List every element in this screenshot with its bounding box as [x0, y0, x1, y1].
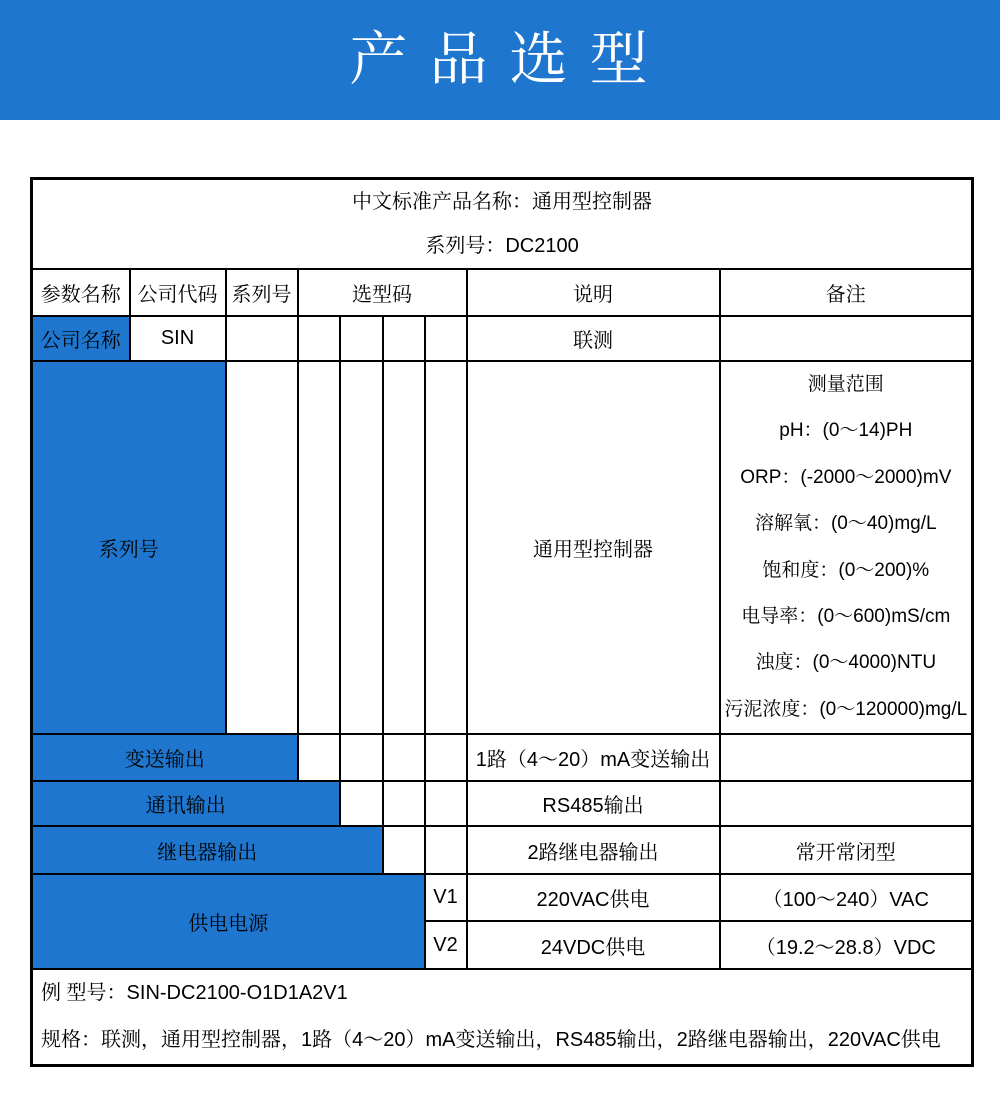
power-v2-description-cell: 24VDC供电 [467, 921, 720, 969]
relay-description-cell: 2路继电器输出 [467, 826, 720, 874]
header-selection-code: 选型码 [298, 269, 467, 316]
company-description-cell: 联测 [467, 316, 720, 361]
page-title: 产 品 选 型 [349, 27, 651, 92]
empty-code-cell [383, 781, 425, 826]
power-v2-code-cell: V2 [425, 921, 467, 969]
empty-code-cell [425, 781, 467, 826]
company-row [32, 316, 973, 361]
product-name-title: 中文标准产品名称：通用型控制器 [352, 191, 653, 213]
comm-remark-cell [720, 781, 973, 826]
example-model-line: 例 型号：SIN-DC2100-O1D1A2V1 [41, 982, 348, 1005]
empty-code-cell [383, 826, 425, 874]
spec-summary-line: 规格：联测，通用型控制器，1路（4～20）mA变送输出，RS485输出，2路继电器输出，220VAC供电 [41, 1029, 941, 1052]
header-description: 说明 [467, 269, 720, 316]
header-remark: 备注 [720, 269, 973, 316]
series-remark-cell [720, 361, 973, 734]
company-label-cell: 公司名称 [32, 316, 130, 361]
empty-code-cell [425, 826, 467, 874]
measure-range-list [721, 362, 972, 733]
series-number-title: 系列号：DC2100 [425, 235, 579, 257]
power-v2-remark-cell: （19.2～28.8）VDC [720, 921, 973, 969]
table-title-row [32, 179, 973, 270]
empty-code-cell [383, 316, 425, 361]
company-code-cell: SIN [130, 316, 226, 361]
empty-code-cell [425, 734, 467, 781]
header-company-code: 公司代码 [130, 269, 226, 316]
transmit-output-row [32, 734, 973, 781]
product-selection-table [30, 177, 974, 1067]
header-param-name: 参数名称 [32, 269, 130, 316]
empty-code-cell [340, 316, 383, 361]
range-ph: pH：(0～14)PH [779, 420, 913, 442]
transmit-label-cell: 变送输出 [32, 734, 298, 781]
relay-output-row [32, 826, 973, 874]
empty-series-cell [226, 361, 298, 734]
transmit-description-cell: 1路（4～20）mA变送输出 [467, 734, 720, 781]
footer-row [32, 969, 973, 1066]
comm-description-cell: RS485输出 [467, 781, 720, 826]
power-supply-row-v1 [32, 874, 973, 921]
relay-remark-cell: 常开常闭型 [720, 826, 973, 874]
empty-code-cell [383, 361, 425, 734]
table-header-row [32, 269, 973, 316]
empty-code-cell [340, 361, 383, 734]
empty-code-cell [298, 316, 340, 361]
empty-code-cell [383, 734, 425, 781]
empty-code-cell [340, 734, 383, 781]
comm-output-row [32, 781, 973, 826]
range-turbidity: 浊度：(0～4000)NTU [755, 652, 937, 674]
range-conductivity: 电导率：(0～600)mS/cm [741, 606, 951, 628]
range-sludge: 污泥浓度：(0～120000)mg/L [724, 698, 968, 720]
empty-code-cell [425, 361, 467, 734]
power-v1-remark-cell: （100～240）VAC [720, 874, 973, 921]
table-title-cell [32, 179, 973, 270]
series-label-cell: 系列号 [32, 361, 226, 734]
series-row [32, 361, 973, 734]
transmit-remark-cell [720, 734, 973, 781]
power-v1-code-cell: V1 [425, 874, 467, 921]
comm-label-cell: 通讯输出 [32, 781, 340, 826]
company-remark-cell [720, 316, 973, 361]
power-v1-description-cell: 220VAC供电 [467, 874, 720, 921]
footer-cell [32, 969, 973, 1066]
range-saturation: 饱和度：(0～200)% [762, 559, 930, 581]
empty-series-cell [226, 316, 298, 361]
range-dissolved-oxygen: 溶解氧：(0～40)mg/L [754, 513, 937, 535]
range-orp: ORP：(-2000～2000)mV [740, 466, 952, 488]
empty-code-cell [298, 734, 340, 781]
power-label-cell: 供电电源 [32, 874, 425, 969]
relay-label-cell: 继电器输出 [32, 826, 383, 874]
empty-code-cell [298, 361, 340, 734]
empty-code-cell [340, 781, 383, 826]
header-series: 系列号 [226, 269, 298, 316]
series-description-cell: 通用型控制器 [467, 361, 720, 734]
page-banner [0, 0, 1000, 120]
range-title: 测量范围 [807, 374, 884, 395]
empty-code-cell [425, 316, 467, 361]
